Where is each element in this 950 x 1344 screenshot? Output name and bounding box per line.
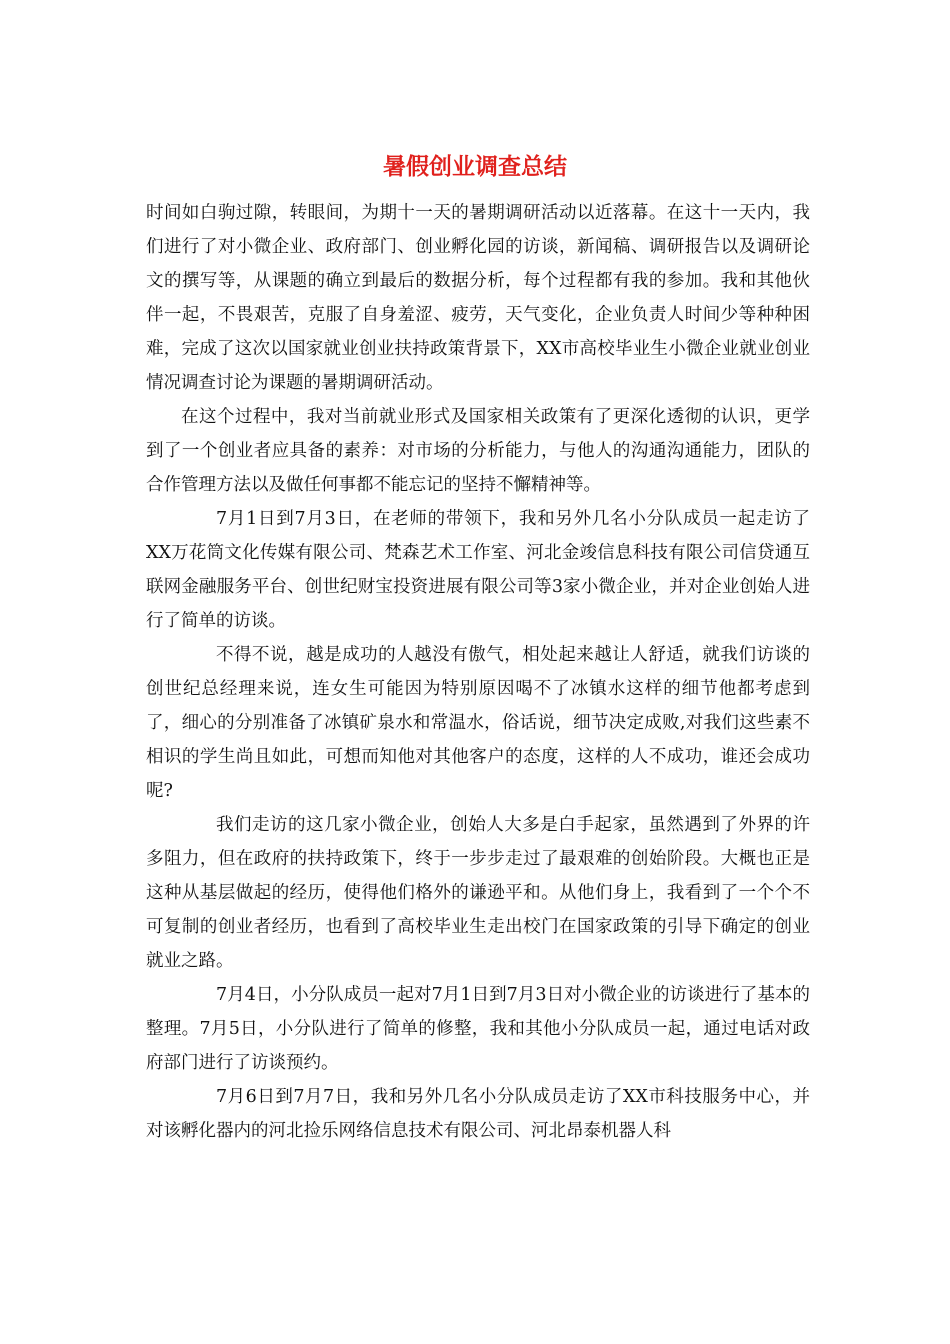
paragraph-1: 时间如白驹过隙，转眼间，为期十一天的暑期调研活动以近落幕。在这十一天内，我们进行了对小微企业、政府部门、创业孵化园的访谈，新闻稿、调研报告以及调研论文的撰写等，从课题的确立到最后的数据分析，每个过程都有我的参加。我和其他伙伴一起，不畏艰苦，克服了自身羞涩、疲劳，天气变化，企业负责人时间少等种种困难，完成了这次以国家就业创业扶持政策背景下，XX市高校毕业生小微企业就业创业情况调查讨论为课题的暑期调研活动。: [146, 203, 810, 393]
paragraph-6: 7月4日，小分队成员一起对7月1日到7月3日对小微企业的访谈进行了基本的整理。7月5日，小分队进行了简单的修整，我和其他小分队成员一起，通过电话对政府部门进行了访谈预约。: [146, 985, 810, 1073]
paragraph-7: 7月6日到7月7日，我和另外几名小分队成员走访了XX市科技服务中心，并对该孵化器内的河北捡乐网络信息技术有限公司、河北昂泰机器人科: [146, 1087, 810, 1141]
paragraph-3: 7月1日到7月3日，在老师的带领下，我和另外几名小分队成员一起走访了XX万花筒文化传媒有限公司、梵森艺术工作室、河北金竣信息科技有限公司信贷通互联网金融服务平台、创世纪财宝投资进展有限公司等3家小微企业，并对企业创始人进行了简单的访谈。: [146, 509, 810, 631]
paragraph-5: 我们走访的这几家小微企业，创始人大多是白手起家，虽然遇到了外界的许多阻力，但在政府的扶持政策下，终于一步步走过了最艰难的创始阶段。大概也正是这种从基层做起的经历，使得他们格外的谦逊平和。从他们身上，我看到了一个个不可复制的创业者经历，也看到了高校毕业生走出校门在国家政策的引导下确定的创业就业之路。: [146, 815, 810, 971]
paragraph-4: 不得不说，越是成功的人越没有傲气，相处起来越让人舒适，就我们访谈的创世纪总经理来说，连女生可能因为特别原因喝不了冰镇水这样的细节他都考虑到了，细心的分别准备了冰镇矿泉水和常温水，俗话说，细节决定成败,对我们这些素不相识的学生尚且如此，可想而知他对其他客户的态度，这样的人不成功，谁还会成功呢?: [146, 645, 810, 801]
document-title: 暑假创业调查总结: [383, 153, 567, 180]
paragraph-2: 在这个过程中，我对当前就业形式及国家相关政策有了更深化透彻的认识，更学到了一个创业者应具备的素养：对市场的分析能力，与他人的沟通沟通能力，团队的合作管理方法以及做任何事都不能忘记的坚持不懈精神等。: [146, 407, 810, 495]
document-body: [146, 196, 810, 1148]
